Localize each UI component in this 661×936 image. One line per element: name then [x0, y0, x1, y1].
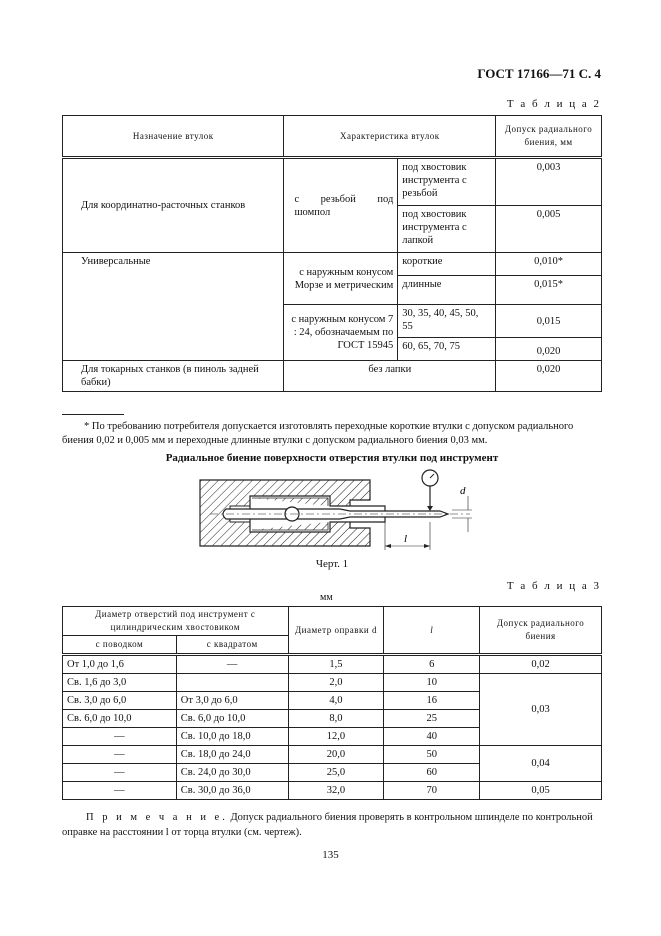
table2 — [62, 115, 602, 392]
page-header: ГОСТ 17166—71 С. 4 — [477, 66, 601, 81]
table2-caption: Т а б л и ц а 2 — [506, 98, 601, 110]
label-l: l — [404, 533, 408, 545]
t3-cell: — — [63, 746, 177, 764]
table3-caption: Т а б л и ц а 3 — [506, 580, 601, 592]
t3-cell: 50 — [384, 746, 480, 764]
t3-tol-cell: 0,02 — [480, 655, 602, 674]
t3-cell: 8,0 — [288, 710, 384, 728]
t3-tol-cell: 0,03 — [480, 674, 602, 746]
t3-header-l: l — [384, 607, 480, 655]
t3-cell: 12,0 — [288, 728, 384, 746]
t2-morse: с наружным конусом Морзе и метрическим — [284, 253, 398, 305]
t3-cell: 1,5 — [288, 655, 384, 674]
t2-thread-shank: с резьбой под шомпол — [284, 158, 398, 253]
t2-val-tab: 0,005 — [496, 206, 602, 253]
t2-purpose-universal: Универсальные — [63, 253, 284, 361]
table3 — [62, 606, 602, 800]
t3-cell: 16 — [384, 692, 480, 710]
t3-cell: Св. 24,0 до 30,0 — [176, 764, 288, 782]
t2-header-tolerance: Допуск радиального биения, мм — [496, 116, 602, 158]
t2-header-characteristic: Характеристика втулок — [284, 116, 496, 158]
t3-cell: 6 — [384, 655, 480, 674]
t2-sizes1: 30, 35, 40, 45, 50, 55 — [398, 305, 496, 338]
t3-cell: — — [176, 655, 288, 674]
t3-cell: Св. 6,0 до 10,0 — [176, 710, 288, 728]
t2-sub-thread: под хвостовик инструмента с резьбой — [398, 158, 496, 206]
t3-cell: 70 — [384, 782, 480, 800]
t3-cell — [176, 674, 288, 692]
t3-header-tol: Допуск радиального биения — [480, 607, 602, 655]
t2-val-lathe: 0,020 — [496, 361, 602, 392]
t3-cell: Св. 18,0 до 24,0 — [176, 746, 288, 764]
t3-cell: От 1,0 до 1,6 — [63, 655, 177, 674]
t3-cell: — — [63, 764, 177, 782]
note-label: П р и м е ч а н и е. — [86, 812, 228, 823]
t2-header-purpose: Назначение втулок — [63, 116, 284, 158]
t3-header-leash: с поводком — [63, 636, 177, 655]
note — [62, 810, 602, 840]
table-row — [63, 674, 602, 692]
t3-cell: 60 — [384, 764, 480, 782]
t2-purpose-lathe: Для токарных станков (в пиноль задней бабки) — [63, 361, 284, 392]
footnote: * По требованию потребителя допускается изготовлять переходные короткие втулки с допуском радиального биения 0,02 и 0,005 мм и переходные длинные втулки с допуском радиального биения 0,03 мм. — [62, 421, 574, 446]
t3-cell: 4,0 — [288, 692, 384, 710]
t3-cell: 20,0 — [288, 746, 384, 764]
t3-cell: 2,0 — [288, 674, 384, 692]
t2-no-tab: без лапки — [284, 361, 496, 392]
t3-cell: 25,0 — [288, 764, 384, 782]
t3-tol-cell: 0,05 — [480, 782, 602, 800]
t2-sizes2: 60, 65, 70, 75 — [398, 338, 496, 361]
t3-cell: Св. 10,0 до 18,0 — [176, 728, 288, 746]
figure-caption: Черт. 1 — [315, 558, 349, 570]
table-row — [63, 782, 602, 800]
t3-cell: 32,0 — [288, 782, 384, 800]
t2-val-short: 0,010* — [496, 253, 602, 276]
page-number: 135 — [322, 849, 339, 861]
figure-title: Радиальное биение поверхности отверстия втулки под инструмент — [165, 452, 499, 464]
t2-long: длинные — [398, 276, 496, 305]
t2-short: короткие — [398, 253, 496, 276]
table-row — [63, 655, 602, 674]
figure-drawing — [190, 466, 490, 554]
t3-cell: — — [63, 782, 177, 800]
t3-cell: 25 — [384, 710, 480, 728]
t3-header-group: Диаметр отверстий под инструмент с цилиндрическим хвостовиком — [63, 607, 289, 636]
t2-val-long: 0,015* — [496, 276, 602, 305]
table-row — [63, 746, 602, 764]
t3-cell: Св. 6,0 до 10,0 — [63, 710, 177, 728]
t3-header-square: с квадратом — [176, 636, 288, 655]
t3-cell: Св. 3,0 до 6,0 — [63, 692, 177, 710]
t2-sub-tab: под хвостовик инструмента с лапкой — [398, 206, 496, 253]
t3-cell: Св. 1,6 до 3,0 — [63, 674, 177, 692]
note-text: Допуск радиального биения проверять в контрольном шпинделе по контрольной оправке на расстоянии l от торца втулки (см. чертеж). — [62, 812, 593, 838]
footnote-rule — [62, 414, 124, 415]
label-d: d — [460, 485, 466, 497]
t3-cell: От 3,0 до 6,0 — [176, 692, 288, 710]
t3-cell: 40 — [384, 728, 480, 746]
t3-header-mandrel: Диаметр оправки d — [288, 607, 384, 655]
t3-tol-cell: 0,04 — [480, 746, 602, 782]
t2-purpose-coord: Для координатно-расточных станков — [63, 158, 284, 253]
t3-cell: Св. 30,0 до 36,0 — [176, 782, 288, 800]
t2-val-sizes2: 0,020 — [496, 338, 602, 361]
table3-unit: мм — [320, 592, 333, 603]
t3-cell: — — [63, 728, 177, 746]
t2-val-thread: 0,003 — [496, 158, 602, 206]
t2-taper: с наружным конусом 7 : 24, обозначаемым по ГОСТ 15945 — [284, 305, 398, 361]
t2-val-sizes1: 0,015 — [496, 305, 602, 338]
t3-cell: 10 — [384, 674, 480, 692]
